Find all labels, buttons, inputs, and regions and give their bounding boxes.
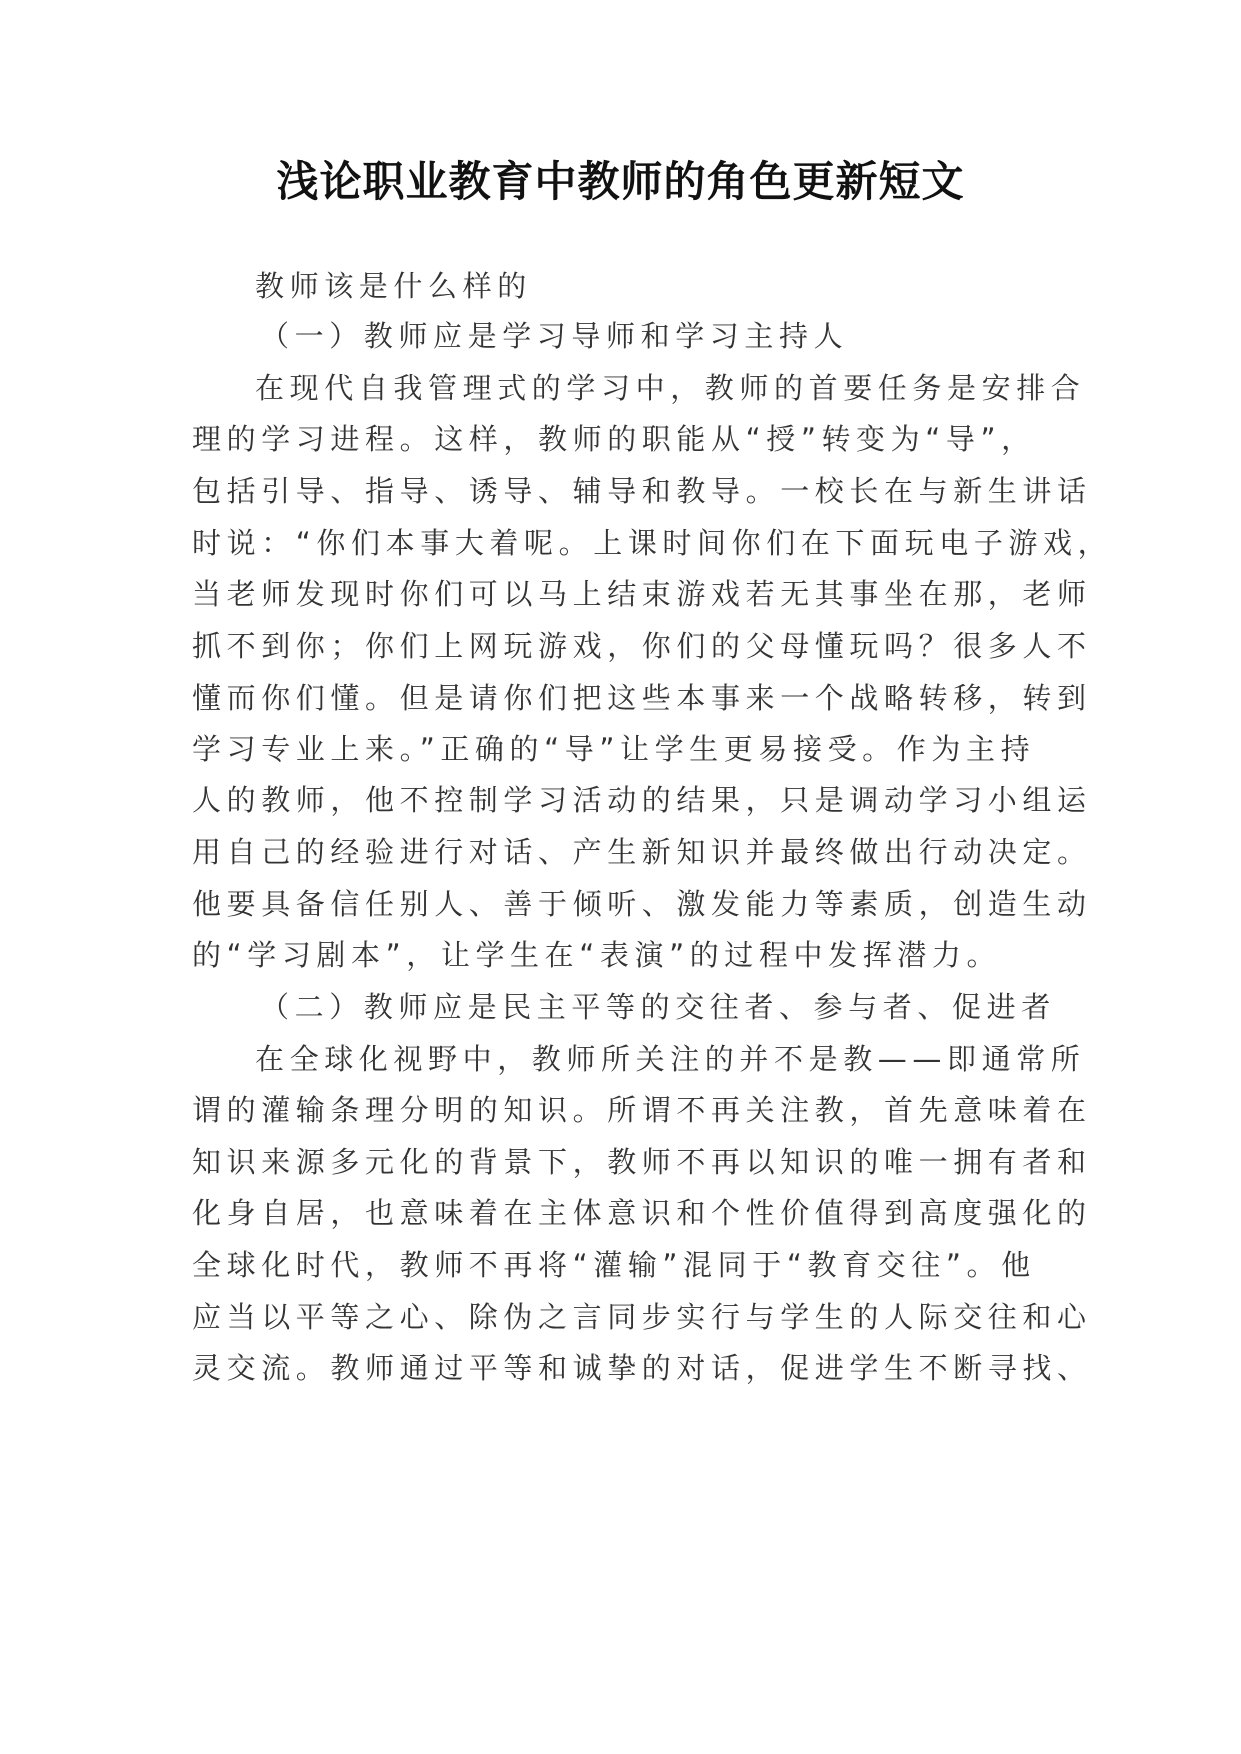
text-line: 懂而你们懂。但是请你们把这些本事来一个战略转移，转到 [192, 681, 1092, 715]
text-line: 灵交流。教师通过平等和诚挚的对话，促进学生不断寻找、 [192, 1351, 1092, 1385]
text-line: 理的学习进程。这样，教师的职能从“授”转变为“导”， [192, 422, 1036, 456]
document-title: 浅论职业教育中教师的角色更新短文 [276, 157, 965, 206]
text-line: 学习专业上来。”正确的“导”让学生更易接受。作为主持 [192, 732, 1036, 766]
text-line: 谓的灌输条理分明的知识。所谓不再关注教，首先意味着在 [192, 1093, 1092, 1127]
text-line: 人的教师，他不控制学习活动的结果，只是调动学习小组运 [192, 783, 1092, 817]
text-line: 的“学习剧本”，让学生在“表演”的过程中发挥潜力。 [192, 938, 1002, 972]
text-line: 包括引导、指导、诱导、辅导和教导。一校长在与新生讲话 [192, 474, 1092, 508]
text-line: 知识来源多元化的背景下，教师不再以知识的唯一拥有者和 [192, 1145, 1092, 1179]
text-line: 抓不到你；你们上网玩游戏，你们的父母懂玩吗？很多人不 [192, 629, 1092, 663]
section-heading: （二）教师应是民主平等的交往者、参与者、促进者 [260, 990, 1056, 1024]
text-line: 用自己的经验进行对话、产生新知识并最终做出行动决定。 [192, 835, 1092, 869]
text-line: 他要具备信任别人、善于倾听、激发能力等素质，创造生动 [192, 887, 1092, 921]
text-line: 全球化时代，教师不再将“灌输”混同于“教育交往”。他 [192, 1248, 1036, 1282]
text-line: 在全球化视野中，教师所关注的并不是教——即通常所 [255, 1042, 1086, 1076]
text-line: 教师该是什么样的 [255, 269, 532, 303]
text-line: 化身自居，也意味着在主体意识和个性价值得到高度强化的 [192, 1196, 1092, 1230]
text-line: 应当以平等之心、除伪之言同步实行与学生的人际交往和心 [192, 1300, 1092, 1334]
text-line: 当老师发现时你们可以马上结束游戏若无其事坐在那，老师 [192, 577, 1092, 611]
text-line: 时说：“你们本事大着呢。上课时间你们在下面玩电子游戏， [192, 526, 1113, 560]
section-heading: （一）教师应是学习导师和学习主持人 [260, 319, 849, 353]
text-line: 在现代自我管理式的学习中，教师的首要任务是安排合 [255, 371, 1086, 405]
